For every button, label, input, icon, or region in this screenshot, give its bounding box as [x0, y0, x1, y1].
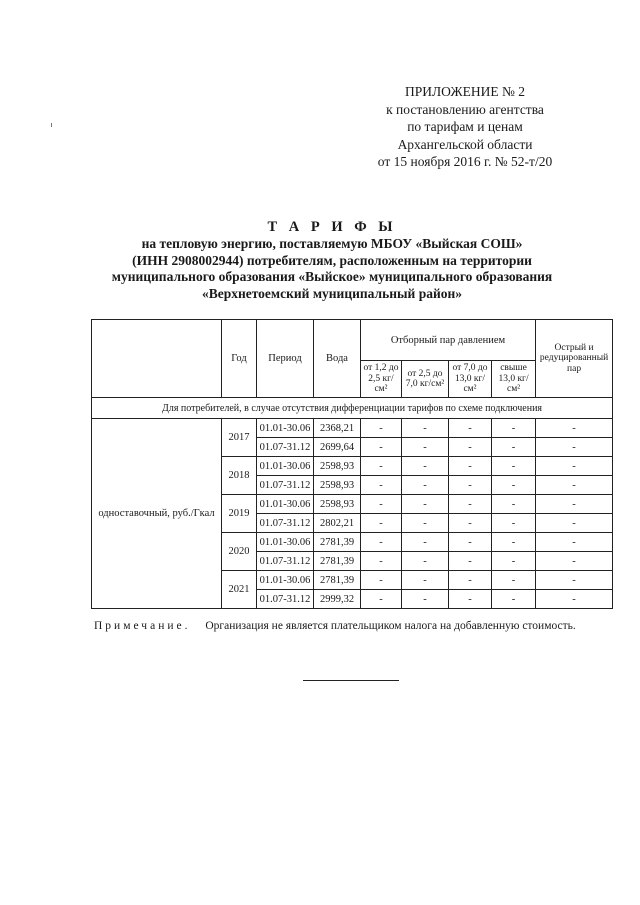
value-cell: - [361, 438, 402, 457]
value-cell: - [492, 571, 536, 590]
water-cell: 2368,21 [314, 419, 361, 438]
value-cell: - [536, 457, 613, 476]
value-cell: - [402, 571, 449, 590]
value-cell: - [402, 476, 449, 495]
note-label: Примечание. [94, 620, 191, 632]
value-cell: - [361, 514, 402, 533]
tariff-table [91, 319, 613, 609]
value-cell: - [492, 419, 536, 438]
value-cell: - [361, 590, 402, 609]
value-cell: - [361, 571, 402, 590]
value-cell: - [449, 457, 492, 476]
water-cell: 2999,32 [314, 590, 361, 609]
value-cell: - [402, 533, 449, 552]
title-line: муниципального образования «Выйское» муниципального образования [111, 269, 553, 284]
water-cell: 2598,93 [314, 476, 361, 495]
header-period: Период [257, 320, 314, 398]
value-cell: - [492, 590, 536, 609]
period-cell: 01.01-30.06 [257, 571, 314, 590]
value-cell: - [402, 457, 449, 476]
value-cell: - [492, 457, 536, 476]
value-cell: - [492, 552, 536, 571]
water-cell: 2802,21 [314, 514, 361, 533]
value-cell: - [402, 419, 449, 438]
appendix-line: от 15 ноября 2016 г. № 52-т/20 [377, 154, 553, 169]
value-cell: - [449, 552, 492, 571]
title-main: Т А Р И Ф Ы [267, 219, 397, 235]
value-cell: - [402, 438, 449, 457]
header-row [92, 320, 613, 361]
water-cell: 2781,39 [314, 571, 361, 590]
period-cell: 01.01-30.06 [257, 457, 314, 476]
rate-label: одноставочный, руб./Гкал [92, 419, 222, 609]
document-title [80, 218, 584, 302]
year-cell: 2021 [222, 571, 257, 609]
year-cell: 2020 [222, 533, 257, 571]
note-text: Организация не является плательщиком налога на добавленную стоимость. [205, 620, 576, 632]
period-cell: 01.07-31.12 [257, 476, 314, 495]
value-cell: - [449, 476, 492, 495]
value-cell: - [449, 495, 492, 514]
value-cell: - [449, 514, 492, 533]
appendix-line: к постановлению агентства [386, 101, 544, 117]
water-cell: 2781,39 [314, 533, 361, 552]
value-cell: - [449, 571, 492, 590]
header-selected-steam: Отборный пар давлением [361, 320, 536, 361]
value-cell: - [536, 552, 613, 571]
value-cell: - [402, 590, 449, 609]
consumer-row [92, 398, 613, 419]
header-sharp-steam: Острый и редуцированный пар [536, 320, 613, 398]
value-cell: - [492, 514, 536, 533]
value-cell: - [402, 495, 449, 514]
header-year: Год [222, 320, 257, 398]
value-cell: - [492, 438, 536, 457]
period-cell: 01.01-30.06 [257, 533, 314, 552]
title-line: (ИНН 2908002944) потребителям, расположенным на территории [132, 252, 532, 268]
water-cell: 2699,64 [314, 438, 361, 457]
value-cell: - [361, 552, 402, 571]
appendix-line: ПРИЛОЖЕНИЕ № 2 [404, 84, 526, 99]
header-pressure: от 2,5 до 7,0 кг/см² [402, 361, 449, 398]
appendix-line: по тарифам и ценам [407, 119, 523, 134]
value-cell: - [536, 438, 613, 457]
value-cell: - [536, 590, 613, 609]
period-cell: 01.07-31.12 [257, 514, 314, 533]
value-cell: - [536, 495, 613, 514]
value-cell: - [492, 533, 536, 552]
period-cell: 01.07-31.12 [257, 552, 314, 571]
period-cell: 01.07-31.12 [257, 438, 314, 457]
header-water: Вода [314, 320, 361, 398]
value-cell: - [536, 571, 613, 590]
value-cell: - [361, 495, 402, 514]
value-cell: - [449, 590, 492, 609]
value-cell: - [361, 533, 402, 552]
year-cell: 2019 [222, 495, 257, 533]
value-cell: - [361, 476, 402, 495]
value-cell: - [536, 533, 613, 552]
header-empty [92, 320, 222, 398]
value-cell: - [402, 514, 449, 533]
water-cell: 2598,93 [314, 495, 361, 514]
water-cell: 2781,39 [314, 552, 361, 571]
value-cell: - [449, 438, 492, 457]
period-cell: 01.01-30.06 [257, 419, 314, 438]
appendix-line: Архангельской области [397, 136, 533, 152]
closing-rule [303, 680, 399, 681]
note [94, 620, 576, 632]
appendix-block [360, 83, 570, 171]
header-pressure: от 7,0 до 13,0 кг/см² [449, 361, 492, 398]
period-cell: 01.07-31.12 [257, 590, 314, 609]
year-cell: 2017 [222, 419, 257, 457]
table-row [92, 419, 613, 438]
scan-mark [51, 123, 52, 127]
value-cell: - [536, 514, 613, 533]
header-pressure: свыше 13,0 кг/см² [492, 361, 536, 398]
value-cell: - [449, 419, 492, 438]
value-cell: - [492, 495, 536, 514]
water-cell: 2598,93 [314, 457, 361, 476]
title-line: на тепловую энергию, поставляемую МБОУ «Выйская СОШ» [141, 236, 523, 251]
value-cell: - [536, 419, 613, 438]
consumer-row-label: Для потребителей, в случае отсутствия дифференциации тарифов по схеме подключения [92, 398, 613, 419]
value-cell: - [449, 533, 492, 552]
period-cell: 01.01-30.06 [257, 495, 314, 514]
header-pressure: от 1,2 до 2,5 кг/см² [361, 361, 402, 398]
value-cell: - [492, 476, 536, 495]
value-cell: - [361, 419, 402, 438]
value-cell: - [402, 552, 449, 571]
value-cell: - [361, 457, 402, 476]
value-cell: - [536, 476, 613, 495]
title-line: «Верхнетоемский муниципальный район» [201, 285, 463, 301]
year-cell: 2018 [222, 457, 257, 495]
